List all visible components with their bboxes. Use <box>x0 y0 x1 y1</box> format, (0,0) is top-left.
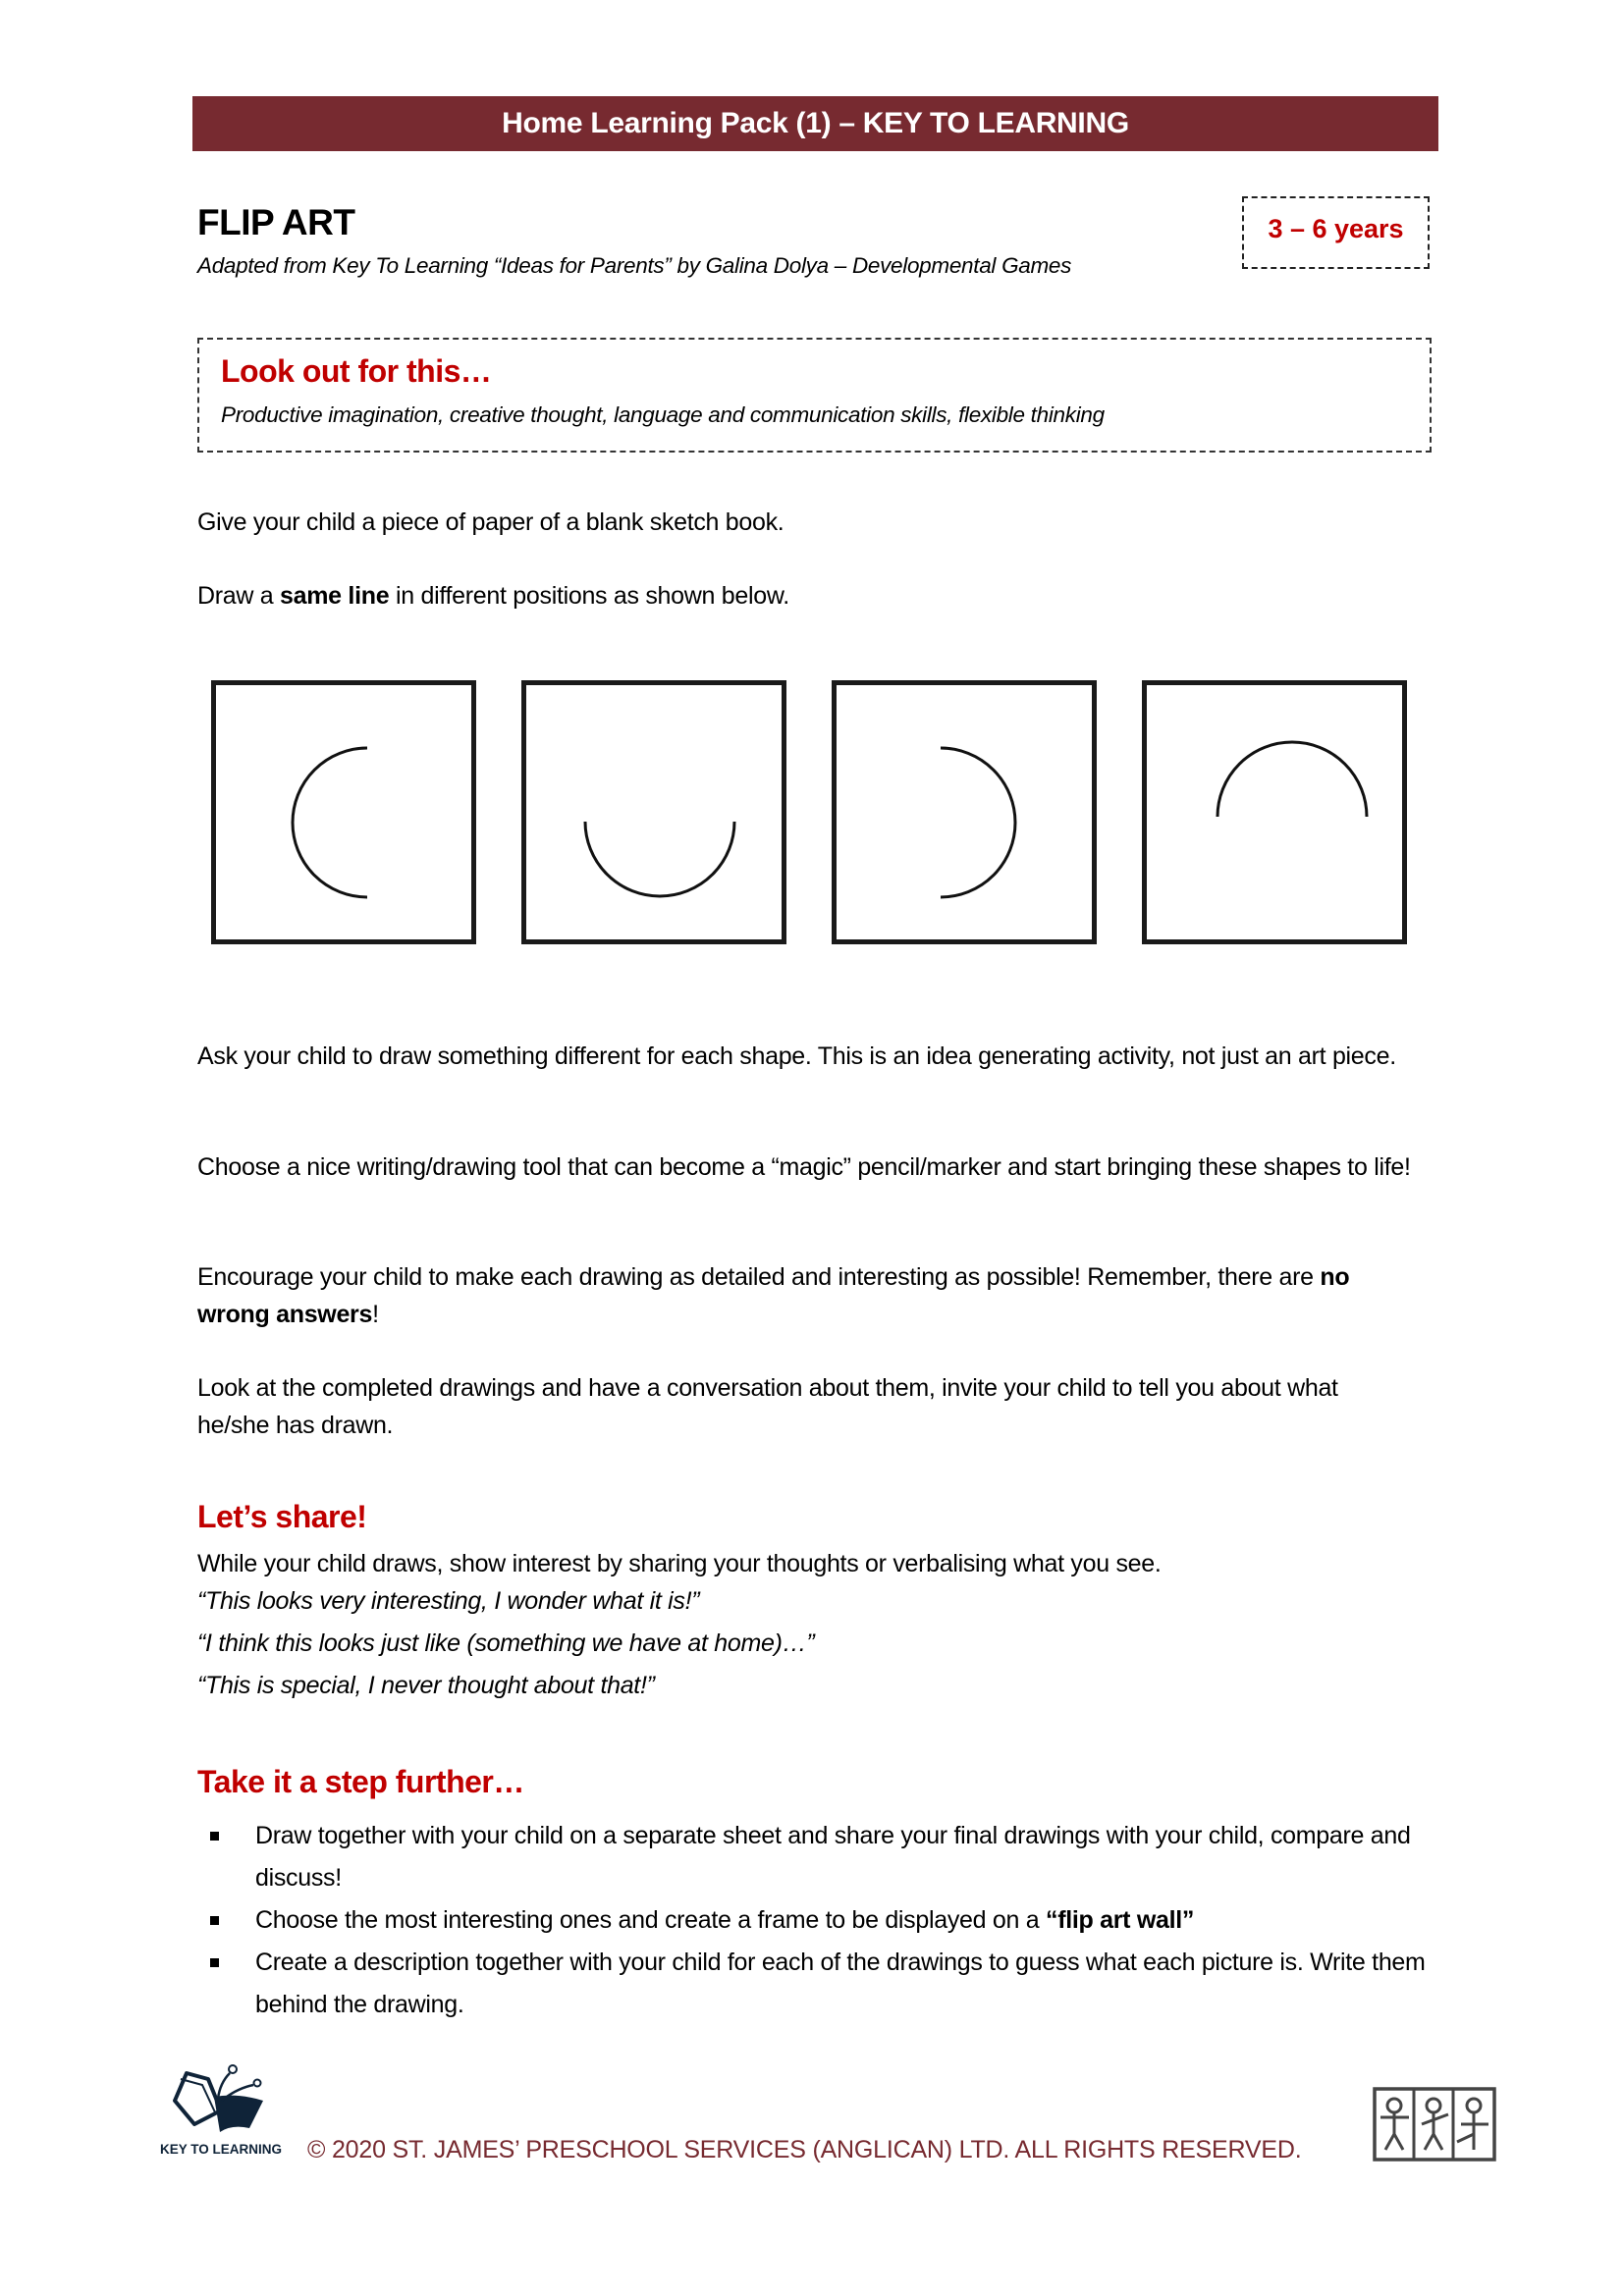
instruction-paragraph-2: Choose a nice writing/drawing tool that can become a “magic” pencil/marker and start bringing these shapes to life! <box>197 1153 1411 1181</box>
list-item <box>197 1815 1434 1899</box>
arc-left-icon <box>216 685 471 939</box>
arc-right-icon <box>837 685 1092 939</box>
share-intro: While your child draws, show interest by sharing your thoughts or verbalising what you see. <box>197 1550 1162 1577</box>
arc-top-icon <box>1147 685 1402 939</box>
activity-subtitle: Adapted from Key To Learning “Ideas for Parents” by Galina Dolya – Developmental Games <box>197 253 1072 278</box>
lookout-title: Look out for this… <box>221 353 492 389</box>
age-range-text: 3 – 6 years <box>1268 214 1404 243</box>
activity-title: FLIP ART <box>197 202 355 242</box>
further-list <box>197 1815 1434 2026</box>
intro-bold-text: same line <box>280 582 390 610</box>
further-heading: Take it a step further… <box>197 1764 524 1799</box>
share-quote: “This is special, I never thought about that!” <box>197 1672 655 1699</box>
list-item-text: Choose the most interesting ones and create a frame to be displayed on a <box>255 1906 1046 1934</box>
header-banner: Home Learning Pack (1) – KEY TO LEARNING <box>192 96 1438 151</box>
share-quote: “I think this looks just like (something we have at home)…” <box>197 1629 815 1657</box>
instruction-bold-text: no wrong answers <box>197 1263 1350 1328</box>
intro-text: in different positions as shown below. <box>389 582 789 610</box>
logo-text: KEY TO LEARNING <box>159 2142 283 2157</box>
intro-text: Draw a <box>197 582 281 610</box>
share-quote: “This looks very interesting, I wonder what it is!” <box>197 1587 700 1615</box>
list-item <box>197 1942 1434 2026</box>
key-to-learning-logo <box>147 2054 295 2171</box>
shape-box-3 <box>832 680 1097 944</box>
intro-paragraph-1: Give your child a piece of paper of a blank sketch book. <box>197 508 784 536</box>
age-range-badge <box>1242 196 1430 269</box>
instruction-paragraph-3 <box>197 1259 1415 1333</box>
share-heading: Let’s share! <box>197 1499 367 1534</box>
list-item-bold-text: “flip art wall” <box>1046 1906 1195 1934</box>
instruction-paragraph-4: Look at the completed drawings and have a conversation about them, invite your child to tell you about what he/she has drawn. <box>197 1374 1338 1439</box>
list-item <box>197 1899 1434 1942</box>
bullet-icon <box>210 1916 219 1925</box>
stick-figures-icon <box>1373 2087 1496 2162</box>
shape-box-4 <box>1142 680 1407 944</box>
stick-figures-logo <box>1373 2087 1496 2162</box>
lookout-skills: Productive imagination, creative thought, language and communication skills, flexible thinking <box>221 402 1105 427</box>
lookout-box <box>197 338 1432 453</box>
bullet-icon <box>210 1958 219 1967</box>
intro-paragraph-2 <box>197 578 1415 615</box>
arc-bottom-icon <box>526 685 782 939</box>
instruction-paragraph-1: Ask your child to draw something different for each shape. This is an idea generating activity, not just an art piece. <box>197 1042 1396 1070</box>
bullet-icon <box>210 1832 219 1841</box>
list-item-text: Create a description together with your child for each of the drawings to guess what each picture is. Write them behind the drawing. <box>255 1949 1426 2018</box>
instruction-text: ! <box>372 1300 379 1328</box>
open-book-butterfly-icon <box>147 2054 295 2142</box>
copyright-notice: © 2020 ST. JAMES’ PRESCHOOL SERVICES (ANGLICAN) LTD. ALL RIGHTS RESERVED. <box>307 2136 1302 2163</box>
list-item-text: Draw together with your child on a separate sheet and share your final drawings with your child, compare and discuss! <box>255 1822 1411 1892</box>
shape-box-2 <box>521 680 786 944</box>
shape-box-1 <box>211 680 476 944</box>
instruction-text: Encourage your child to make each drawing as detailed and interesting as possible! Remember, there are <box>197 1263 1321 1291</box>
